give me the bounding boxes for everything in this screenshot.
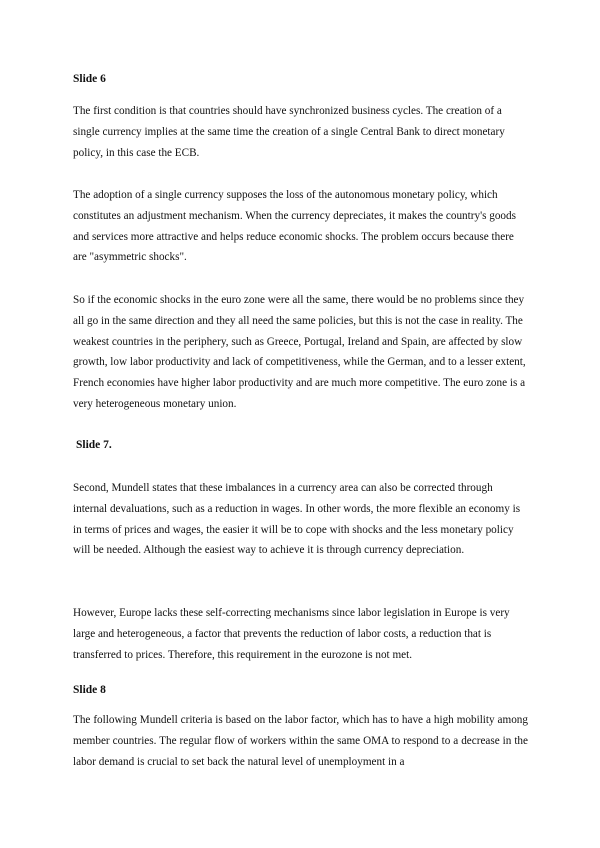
slide6-paragraph-3: So if the economic shocks in the euro zone were all the same, there would be no problems since they all go in the same direction and they all need the same policies, but this is not the case in reality. The weakest countries in the periphery, such as Greece, Portugal, Ireland and Spain, are affected by slow growth, low labor productivity and lack of competitiveness, while the German, and to a lesser extent, French economies have higher labor productivity and are much more competitive. The euro zone is a very heterogeneous monetary union. (73, 294, 526, 410)
slide6-heading: Slide 6 (73, 73, 106, 85)
slide8-heading: Slide 8 (73, 684, 106, 696)
slide6-paragraph-2: The adoption of a single currency supposes the loss of the autonomous monetary policy, which constitutes an adjustment mechanism. When the currency depreciates, it makes the country's goods and services more attractive and helps reduce economic shocks. The problem occurs because there are "asymmetric shocks". (73, 189, 516, 264)
slide8-paragraph-1: The following Mundell criteria is based on the labor factor, which has to have a high mobility among member countries. The regular flow of workers within the same OMA to respond to a decrease in the labor demand is crucial to set back the natural level of unemployment in a (73, 714, 528, 768)
slide7-paragraph-1: Second, Mundell states that these imbalances in a currency area can also be corrected through internal devaluations, such as a reduction in wages. In other words, the more flexible an economy is in terms of prices and wages, the easier it will be to cope with shocks and the less monetary policy will be needed. Although the easiest way to achieve it is through currency depreciation. (73, 482, 521, 557)
slide7-heading: Slide 7. (76, 439, 112, 451)
slide6-paragraph-1: The first condition is that countries should have synchronized business cycles. The creation of a single currency implies at the same time the creation of a single Central Bank to direct monetary policy, in this case the ECB. (73, 105, 505, 159)
slide7-paragraph-2: However, Europe lacks these self-correcting mechanisms since labor legislation in Europe is very large and heterogeneous, a factor that prevents the reduction of labor costs, a reduction that is transferred to prices. Therefore, this requirement in the eurozone is not met. (73, 607, 510, 661)
